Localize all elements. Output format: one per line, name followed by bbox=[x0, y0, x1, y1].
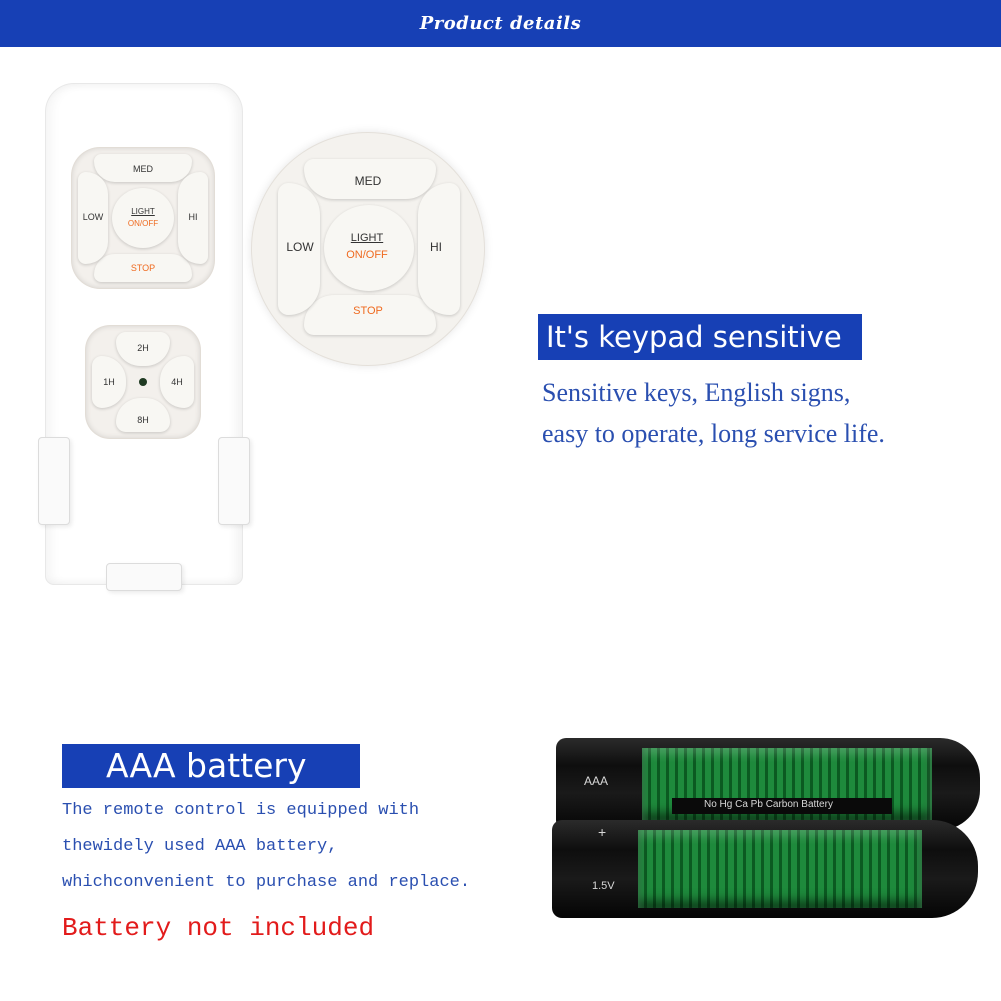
timer-keypad bbox=[86, 326, 200, 438]
onoff-label: ON/OFF bbox=[127, 219, 159, 228]
zoom-med-label: MED bbox=[354, 174, 382, 188]
keypad-sensitive-title: It's keypad sensitive bbox=[538, 314, 862, 360]
battery-voltage-label: 1.5V bbox=[592, 880, 615, 892]
fan-keypad bbox=[72, 148, 214, 288]
zoom-light-key bbox=[324, 205, 414, 291]
battery-back bbox=[556, 738, 980, 830]
header-title: Product details bbox=[419, 13, 582, 34]
zoom-stop-label: STOP bbox=[353, 305, 383, 317]
battery-aaa-label: AAA bbox=[584, 774, 609, 788]
light-key[interactable] bbox=[112, 188, 174, 248]
battery-front-wrap bbox=[638, 830, 922, 908]
zoom-hi-label: HI bbox=[430, 240, 442, 254]
med-label: MED bbox=[133, 164, 153, 174]
aaa-battery-title: AAA battery bbox=[62, 744, 360, 788]
battery-not-included-warning: Battery not included bbox=[62, 913, 375, 943]
timer-2h-label: 2H bbox=[137, 343, 149, 353]
keypad-description-line2: easy to operate, long service life. bbox=[542, 419, 885, 448]
battery-description-line3: whichconvenient to purchase and replace. bbox=[62, 873, 471, 892]
low-label: LOW bbox=[82, 212, 104, 222]
zoom-light-label: LIGHT bbox=[350, 232, 384, 244]
timer-4h-label: 4H bbox=[171, 377, 183, 387]
stop-label: STOP bbox=[130, 263, 156, 273]
battery-plus-label: + bbox=[598, 824, 607, 840]
battery-front bbox=[552, 820, 978, 918]
battery-carbon-strip bbox=[672, 798, 892, 814]
battery-carbon-label: No Hg Ca Pb Carbon Battery bbox=[704, 799, 833, 810]
timer-1h-label: 1H bbox=[103, 377, 115, 387]
header-banner bbox=[0, 0, 1001, 47]
hi-label: HI bbox=[188, 212, 198, 222]
remote-clip-right bbox=[218, 437, 250, 525]
indicator-led bbox=[139, 378, 147, 386]
remote-clip-left bbox=[38, 437, 70, 525]
zoom-onoff-label: ON/OFF bbox=[346, 249, 388, 261]
light-label: LIGHT bbox=[131, 207, 155, 216]
battery-description-line1: The remote control is equipped with bbox=[62, 801, 420, 820]
remote-clip-bottom bbox=[106, 563, 182, 591]
battery-description-line2: thewidely used AAA battery, bbox=[62, 837, 338, 856]
timer-8h-label: 8H bbox=[137, 415, 149, 425]
keypad-description-line1: Sensitive keys, English signs, bbox=[542, 378, 851, 407]
keypad-zoom-circle bbox=[252, 133, 484, 365]
zoom-low-label: LOW bbox=[286, 240, 314, 254]
